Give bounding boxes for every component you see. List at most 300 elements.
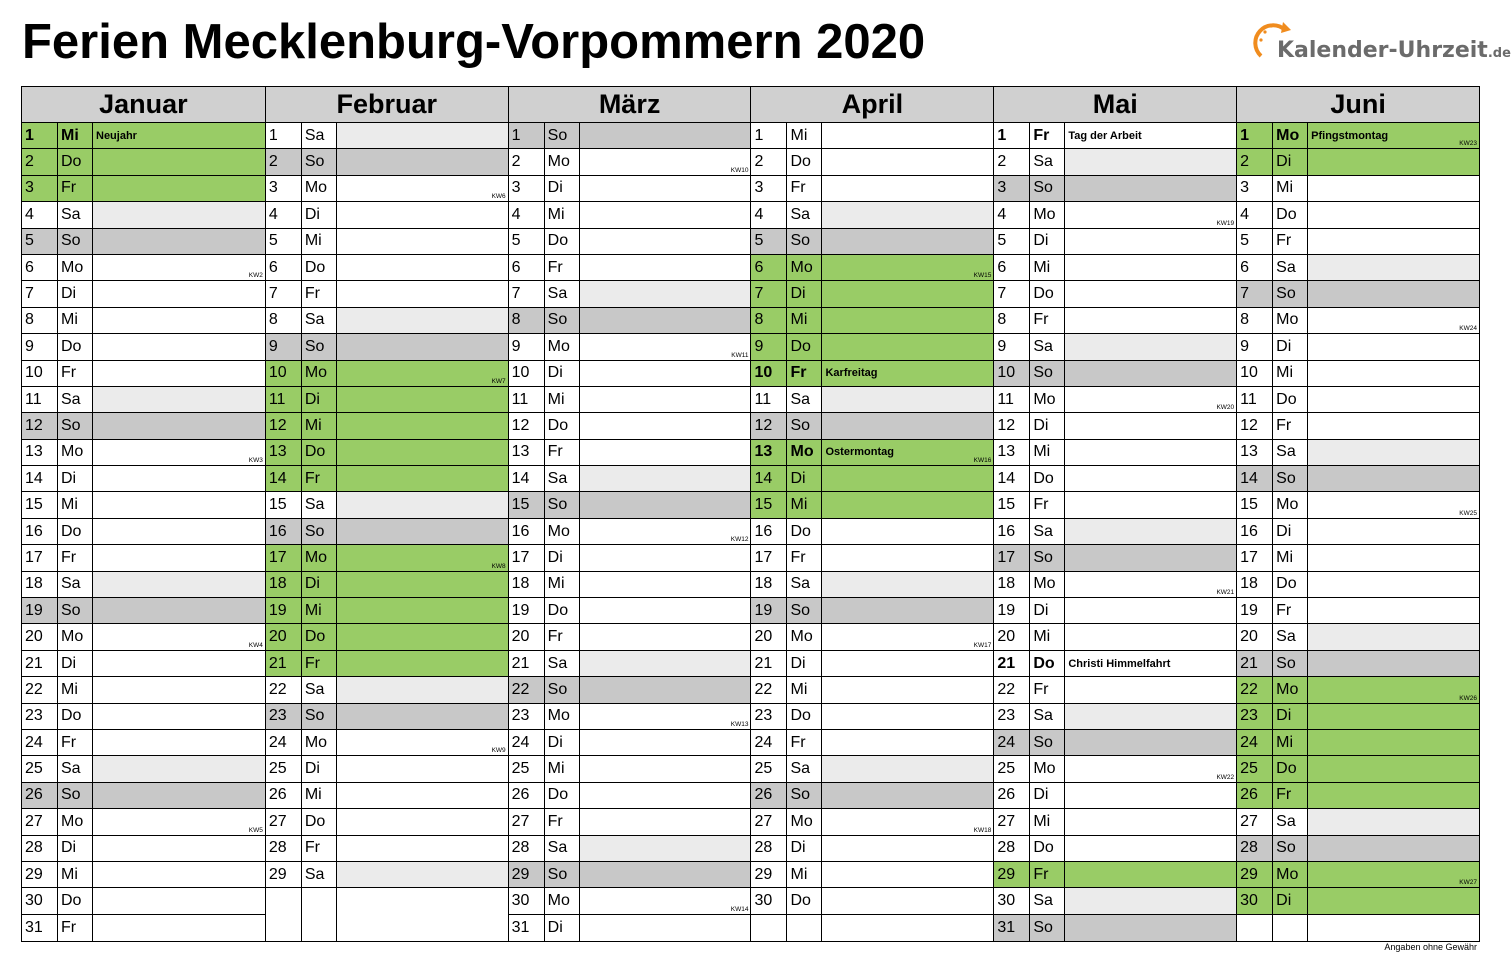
weekday: Sa: [302, 677, 337, 702]
day-note: [822, 730, 993, 755]
day-number: 28: [266, 836, 302, 861]
day-number: 29: [266, 862, 302, 887]
weekday: Mi: [787, 308, 822, 333]
day-row: [509, 888, 751, 914]
day-number: 13: [266, 440, 302, 465]
weekday: Sa: [787, 387, 822, 412]
weekday: Mi: [302, 229, 337, 254]
day-note: [93, 413, 265, 438]
day-row: [22, 361, 265, 387]
day-number: 18: [22, 572, 58, 597]
day-row: [22, 624, 265, 650]
day-row: [266, 677, 508, 703]
weekday: Mi: [787, 677, 822, 702]
day-row: [994, 756, 1236, 782]
day-number: 21: [1237, 651, 1273, 676]
weekday: Fr: [1273, 229, 1308, 254]
weekday: Mi: [1030, 255, 1065, 280]
day-note: [580, 281, 751, 306]
weekday: Di: [1273, 888, 1308, 913]
weekday: Sa: [1030, 888, 1065, 913]
day-row: [509, 809, 751, 835]
weekday: Mi: [545, 387, 580, 412]
day-row: [751, 730, 993, 756]
day-number: 14: [22, 466, 58, 491]
weekday: Mi: [545, 756, 580, 781]
weekday: Fr: [545, 809, 580, 834]
day-number: 19: [1237, 598, 1273, 623]
day-note: [1065, 677, 1236, 702]
holiday-name: Ostermontag: [825, 446, 894, 459]
day-note: [93, 281, 265, 306]
weekday: Mo: [302, 176, 337, 201]
day-note: [580, 677, 751, 702]
weekday: Di: [1030, 598, 1065, 623]
day-row: [1237, 809, 1479, 835]
weekday: Mi: [787, 123, 822, 148]
day-row: [22, 440, 265, 466]
day-note: [1065, 624, 1236, 649]
weekday: Di: [58, 651, 93, 676]
weekday: Sa: [787, 572, 822, 597]
day-number: 11: [509, 387, 545, 412]
weekday: Do: [58, 704, 93, 729]
day-row: [994, 545, 1236, 571]
day-number: 12: [994, 413, 1030, 438]
day-number: 19: [994, 598, 1030, 623]
day-note: [337, 176, 508, 201]
day-note: [580, 519, 751, 544]
day-row: [994, 255, 1236, 281]
day-number: 26: [751, 783, 787, 808]
day-row: [751, 572, 993, 598]
day-note: [1065, 519, 1236, 544]
day-note: [93, 440, 265, 465]
weekday: Fr: [58, 176, 93, 201]
day-note: [337, 888, 508, 914]
day-row: [751, 704, 993, 730]
weekday: So: [1273, 651, 1308, 676]
day-row: [22, 677, 265, 703]
day-number: 29: [22, 862, 58, 887]
day-note: [1065, 651, 1236, 676]
weekday: Sa: [545, 651, 580, 676]
day-number: 19: [509, 598, 545, 623]
weekday: Do: [1273, 572, 1308, 597]
day-note: [93, 519, 265, 544]
weekday: Fr: [1030, 492, 1065, 517]
day-number: 9: [266, 334, 302, 359]
day-note: [580, 413, 751, 438]
day-number: 10: [994, 361, 1030, 386]
day-note: [822, 334, 993, 359]
day-note: [580, 334, 751, 359]
day-row: [1237, 492, 1479, 518]
day-row: [994, 519, 1236, 545]
day-row: [1237, 519, 1479, 545]
weekday: Do: [787, 888, 822, 913]
day-number: 30: [994, 888, 1030, 913]
day-note: [1308, 704, 1479, 729]
day-row: [22, 545, 265, 571]
weekday: Mo: [1273, 677, 1308, 702]
day-row: [1237, 677, 1479, 703]
day-note: [337, 651, 508, 676]
weekday: So: [545, 308, 580, 333]
weekday: So: [302, 334, 337, 359]
day-note: [93, 361, 265, 386]
day-note: [1065, 440, 1236, 465]
day-row: [266, 492, 508, 518]
weekday: So: [1030, 915, 1065, 941]
day-row: [509, 730, 751, 756]
day-number: 5: [22, 229, 58, 254]
day-number: 11: [1237, 387, 1273, 412]
day-note: [822, 888, 993, 913]
day-note: [822, 229, 993, 254]
weekday: Mi: [302, 413, 337, 438]
weekday: Mi: [1030, 809, 1065, 834]
day-row: [994, 730, 1236, 756]
weekday: Mo: [58, 255, 93, 280]
day-row: [1237, 888, 1479, 914]
day-row: [509, 492, 751, 518]
day-number: 20: [994, 624, 1030, 649]
day-row: [22, 123, 265, 149]
day-row: [751, 677, 993, 703]
day-number: 20: [266, 624, 302, 649]
day-row: [22, 809, 265, 835]
day-row: [751, 413, 993, 439]
day-number: 12: [509, 413, 545, 438]
day-row: [509, 545, 751, 571]
day-number: 11: [22, 387, 58, 412]
day-row: [509, 598, 751, 624]
day-row: [994, 598, 1236, 624]
weekday: Mo: [1273, 492, 1308, 517]
day-row: [266, 756, 508, 782]
day-number: 5: [266, 229, 302, 254]
weekday: So: [302, 704, 337, 729]
day-row: [751, 651, 993, 677]
day-number: 9: [22, 334, 58, 359]
weekday: Di: [1273, 334, 1308, 359]
weekday: Mo: [545, 888, 580, 913]
day-note: [337, 281, 508, 306]
day-note: [93, 334, 265, 359]
day-number: 27: [1237, 809, 1273, 834]
day-number: 29: [509, 862, 545, 887]
weekday: Mo: [58, 809, 93, 834]
weekday: Di: [1030, 783, 1065, 808]
day-note: [337, 783, 508, 808]
day-row: [1237, 756, 1479, 782]
empty-row: [751, 915, 993, 941]
day-number: 26: [1237, 783, 1273, 808]
month-days: [1237, 123, 1479, 941]
day-row: [994, 123, 1236, 149]
day-note: [1308, 836, 1479, 861]
day-note: [337, 756, 508, 781]
day-note: [580, 466, 751, 491]
holiday-name: Neujahr: [96, 129, 137, 142]
day-note: [1065, 466, 1236, 491]
day-number: 31: [994, 915, 1030, 941]
day-number: 4: [509, 202, 545, 227]
day-number: 29: [751, 862, 787, 887]
day-number: 17: [266, 545, 302, 570]
week-number: KW11: [731, 351, 749, 359]
day-row: [509, 783, 751, 809]
day-number: 24: [509, 730, 545, 755]
weekday: [302, 888, 337, 914]
day-row: [22, 387, 265, 413]
weekday: Di: [302, 202, 337, 227]
weekday: Di: [58, 466, 93, 491]
week-number: KW8: [491, 562, 506, 570]
month-column: [993, 87, 1236, 941]
day-row: [22, 334, 265, 360]
weekday: Mo: [1273, 123, 1308, 148]
day-row: [509, 202, 751, 228]
day-note: [1308, 572, 1479, 597]
day-note: [1065, 176, 1236, 201]
day-number: 22: [751, 677, 787, 702]
day-row: [994, 440, 1236, 466]
day-note: [337, 519, 508, 544]
weekday: Mi: [58, 123, 93, 148]
weekday: Sa: [1273, 809, 1308, 834]
day-number: 7: [509, 281, 545, 306]
day-note: [1308, 413, 1479, 438]
day-note: [93, 466, 265, 491]
day-row: [509, 756, 751, 782]
day-row: [751, 149, 993, 175]
weekday: So: [1273, 466, 1308, 491]
weekday: Mo: [302, 730, 337, 755]
day-note: [93, 545, 265, 570]
day-note: [822, 492, 993, 517]
day-number: 17: [509, 545, 545, 570]
day-number: 26: [22, 783, 58, 808]
day-row: [509, 915, 751, 941]
day-number: 17: [994, 545, 1030, 570]
day-row: [266, 229, 508, 255]
day-note: [822, 915, 993, 941]
day-number: 31: [509, 915, 545, 941]
day-number: 31: [22, 915, 58, 941]
day-row: [994, 704, 1236, 730]
day-note: [93, 677, 265, 702]
weekday: Mi: [545, 572, 580, 597]
weekday: Fr: [302, 836, 337, 861]
day-note: [1308, 440, 1479, 465]
day-note: [93, 704, 265, 729]
day-row: [266, 519, 508, 545]
brand-logo[interactable]: [1255, 16, 1511, 68]
week-number: KW16: [973, 457, 992, 465]
day-note: [1308, 519, 1479, 544]
day-row: [1237, 862, 1479, 888]
day-row: [22, 466, 265, 492]
day-number: 14: [994, 466, 1030, 491]
day-row: [751, 202, 993, 228]
day-row: [994, 492, 1236, 518]
day-note: [93, 730, 265, 755]
week-number: KW10: [730, 166, 749, 174]
weekday: Sa: [1030, 149, 1065, 174]
day-row: [1237, 598, 1479, 624]
weekday: So: [545, 123, 580, 148]
day-number: 18: [266, 572, 302, 597]
day-note: [337, 202, 508, 227]
day-note: [337, 255, 508, 280]
day-number: 16: [22, 519, 58, 544]
day-note: [1308, 466, 1479, 491]
day-row: [266, 308, 508, 334]
day-note: [822, 440, 993, 465]
week-number: KW2: [248, 272, 263, 280]
weekday: Di: [302, 387, 337, 412]
day-note: [93, 255, 265, 280]
day-note: [580, 809, 751, 834]
day-note: [337, 915, 508, 941]
week-number: KW15: [973, 272, 992, 280]
week-number: KW18: [973, 826, 992, 834]
day-note: [1065, 308, 1236, 333]
month-column: [508, 87, 751, 941]
day-number: 15: [509, 492, 545, 517]
month-days: [509, 123, 751, 941]
day-row: [1237, 123, 1479, 149]
weekday: Do: [1030, 836, 1065, 861]
weekday: Do: [58, 888, 93, 913]
day-row: [994, 624, 1236, 650]
day-row: [509, 440, 751, 466]
weekday: So: [545, 862, 580, 887]
weekday: Do: [787, 519, 822, 544]
day-number: 25: [1237, 756, 1273, 781]
day-note: [93, 176, 265, 201]
day-row: [751, 783, 993, 809]
day-number: 13: [509, 440, 545, 465]
day-row: [266, 545, 508, 571]
weekday: Di: [1273, 149, 1308, 174]
day-note: [580, 624, 751, 649]
day-note: [580, 176, 751, 201]
week-number: KW5: [248, 826, 263, 834]
month-column: [750, 87, 993, 941]
day-note: [580, 123, 751, 148]
weekday: Sa: [1030, 519, 1065, 544]
day-number: 5: [994, 229, 1030, 254]
day-note: [580, 704, 751, 729]
week-number: KW27: [1459, 879, 1477, 887]
day-number: 14: [751, 466, 787, 491]
weekday: Mi: [787, 492, 822, 517]
weekday: So: [545, 492, 580, 517]
day-row: [994, 387, 1236, 413]
day-note: [580, 387, 751, 412]
day-row: [751, 836, 993, 862]
weekday: So: [58, 598, 93, 623]
day-row: [1237, 545, 1479, 571]
weekday: Sa: [58, 387, 93, 412]
day-row: [509, 334, 751, 360]
weekday: Fr: [58, 730, 93, 755]
day-number: 9: [509, 334, 545, 359]
day-row: [751, 888, 993, 914]
day-number: 12: [266, 413, 302, 438]
day-number: 21: [994, 651, 1030, 676]
weekday: Mi: [1273, 361, 1308, 386]
day-number: 24: [22, 730, 58, 755]
week-number: KW19: [1216, 219, 1235, 227]
day-note: [93, 809, 265, 834]
day-number: 7: [1237, 281, 1273, 306]
day-number: 11: [751, 387, 787, 412]
day-note: [337, 229, 508, 254]
logo-tld: .de: [1487, 46, 1511, 61]
weekday: Di: [545, 915, 580, 941]
day-number: 6: [266, 255, 302, 280]
weekday: Do: [302, 255, 337, 280]
weekday: Do: [1030, 651, 1065, 676]
day-number: 8: [509, 308, 545, 333]
day-row: [994, 149, 1236, 175]
day-number: 4: [266, 202, 302, 227]
day-row: [266, 149, 508, 175]
weekday: Sa: [58, 756, 93, 781]
day-note: [580, 229, 751, 254]
day-row: [1237, 229, 1479, 255]
day-number: 17: [751, 545, 787, 570]
weekday: Fr: [1273, 783, 1308, 808]
weekday: Fr: [545, 255, 580, 280]
weekday: Mi: [58, 308, 93, 333]
day-number: [266, 915, 302, 941]
weekday: Di: [1273, 704, 1308, 729]
day-note: [337, 361, 508, 386]
day-number: 22: [1237, 677, 1273, 702]
day-row: [266, 255, 508, 281]
day-number: 15: [22, 492, 58, 517]
page-title: Ferien Mecklenburg-Vorpommern 2020: [22, 15, 926, 69]
day-number: 26: [994, 783, 1030, 808]
holiday-name: Karfreitag: [825, 367, 878, 380]
day-note: [1065, 413, 1236, 438]
day-row: [22, 651, 265, 677]
day-row: [509, 572, 751, 598]
day-number: 8: [1237, 308, 1273, 333]
weekday: Sa: [1273, 255, 1308, 280]
day-number: 21: [266, 651, 302, 676]
day-number: 14: [266, 466, 302, 491]
day-number: 24: [751, 730, 787, 755]
day-note: [1308, 545, 1479, 570]
day-number: 19: [751, 598, 787, 623]
day-row: [1237, 202, 1479, 228]
weekday: Do: [1030, 281, 1065, 306]
day-number: 7: [994, 281, 1030, 306]
month-days: [751, 123, 993, 941]
weekday: Sa: [302, 492, 337, 517]
day-note: [822, 572, 993, 597]
weekday: Mo: [545, 149, 580, 174]
day-number: 22: [266, 677, 302, 702]
day-note: [580, 572, 751, 597]
day-row: [509, 624, 751, 650]
